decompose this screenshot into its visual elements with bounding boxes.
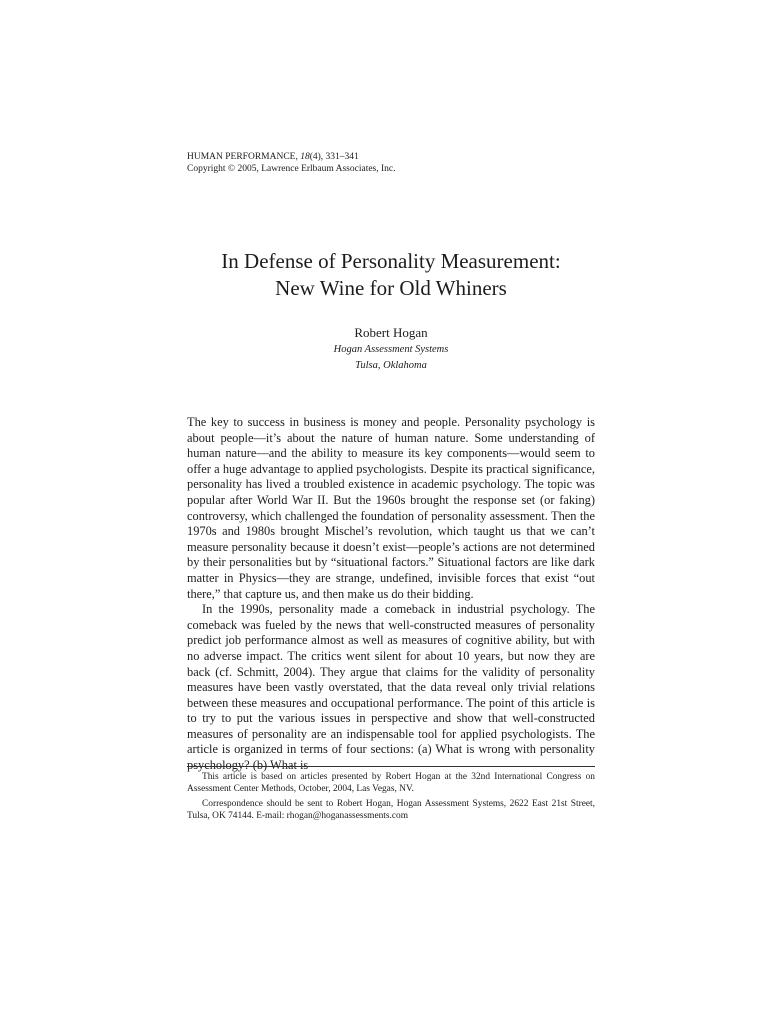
body-paragraph-2: In the 1990s, personality made a comeback in industrial psychology. The comeback was fueled by the news that well-constructed measures of personality predict job performance almost as well as measures of cognitive ability, but with no adverse impact. The critics went silent for about 10 years, but now they are back (cf. Schmitt, 2004). They argue that claims for the validity of personality measures have been vastly overstated, that the data reveal only trivial relations between these measures and occupational performance. The point of this article is to try to put the various issues in perspective and show that well-constructed measures of personality are an indispensable tool for applied psychologists. The article is organized in terms of four sections: (a) What is wrong with personality psychology? (b) What is: [187, 602, 595, 773]
journal-citation: [187, 151, 396, 163]
copyright-line: Copyright © 2005, Lawrence Erlbaum Associates, Inc.: [187, 164, 396, 174]
article-body: [187, 415, 595, 774]
journal-header: [187, 151, 396, 175]
footnote-presentation: This article is based on articles presented by Robert Hogan at the 32nd International Congress on Assessment Center Methods, October, 2004, Las Vegas, NV.: [187, 772, 595, 795]
journal-issue-pages: (4), 331–341: [309, 152, 359, 162]
author-affiliation: Hogan Assessment Systems: [333, 344, 449, 355]
title-line-1: In Defense of Personality Measurement:: [221, 249, 561, 273]
journal-volume: 18: [300, 152, 310, 162]
journal-name: HUMAN PERFORMANCE,: [187, 152, 301, 162]
author-location: Tulsa, Oklahoma: [355, 360, 427, 371]
author-block: [187, 324, 595, 374]
body-paragraph-1: The key to success in business is money and people. Personality psychology is about people—it’s about the nature of human nature. Some understanding of human nature—and the ability to measure its key components—would seem to offer a huge advantage to applied psychologists. Despite its practical significance, personality has lived a troubled existence in academic psychology. The topic was popular after World War II. But the 1960s brought the response set (or faking) controversy, which challenged the foundation of personality assessment. Then the 1970s and 1980s brought Mischel’s revolution, which taught us that we can’t measure personality because it doesn’t exist—people’s actions are not determined by their personalities but by “situational factors.” Situational factors are like dark matter in Physics—they are strange, undefined, invisible forces that exist “out there,” that capture us, and then make us do their bidding.: [187, 415, 595, 601]
footnotes: [187, 771, 595, 825]
footnote-divider: [187, 766, 595, 767]
article-title: [187, 248, 595, 302]
author-name: Robert Hogan: [354, 325, 428, 340]
footnote-correspondence: Correspondence should be sent to Robert Hogan, Hogan Assessment Systems, 2622 East 21st Street, Tulsa, OK 74144. E-mail: rhogan@hoganassessments.com: [187, 798, 595, 822]
title-line-2: New Wine for Old Whiners: [275, 276, 507, 300]
